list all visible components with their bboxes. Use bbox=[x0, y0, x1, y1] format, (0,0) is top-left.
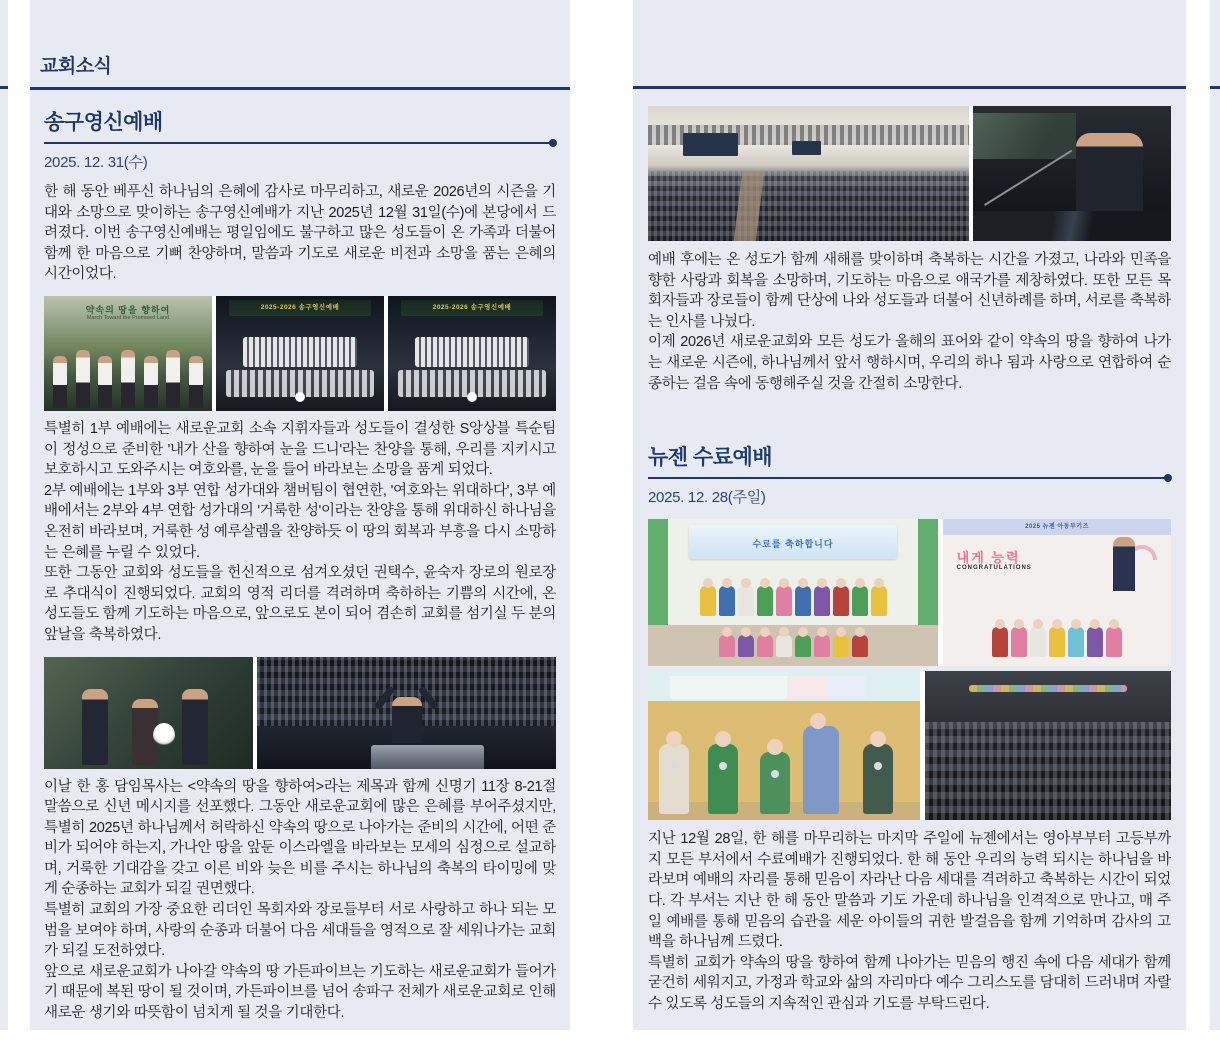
pulpit bbox=[973, 211, 1171, 241]
child-figure bbox=[757, 586, 773, 616]
photo-strip-service bbox=[44, 296, 556, 411]
child-figure bbox=[814, 635, 830, 657]
paragraph: 예배 후에는 온 성도가 함께 새해를 맞이하며 축복하는 시간을 가졌고, 나라와 민족을 향한 사랑과 회복을 소망하며, 기도하는 마음으로 애국가를 제창하였다. 또한 모든 목회자들과 장로들이 함께 단상에 나와 성도들과 더불어 신년하례를 하며, 서로를 축복하는 인사를 나눴다. bbox=[648, 252, 1171, 330]
person-figure bbox=[144, 356, 158, 408]
child-figure bbox=[814, 586, 830, 616]
graduation-banner bbox=[689, 525, 898, 559]
section-rule-edge bbox=[0, 86, 8, 89]
photo-strip-sanctuary bbox=[648, 106, 1171, 241]
left-page bbox=[30, 0, 570, 1030]
adjacent-page-edge-right bbox=[1210, 0, 1220, 1030]
right-page bbox=[633, 0, 1186, 1030]
paragraph: 한 해 동안 베푸신 하나님의 은혜에 감사로 마무리하고, 새로운 2026년의 시즌을 기대와 소망으로 맞이하는 송구영신예배가 지난 2025년 12월 31일(수)에 본당에서 드려졌다. 이번 송구영신예배는 평일임에도 불구하고 많은 성도들이 온 가족과 더불어 함께 한 마음으로 기뻐 찬양하며, 말씀과 기도로 새로운 비전과 소망을 품는 은혜의 시간이었다. bbox=[44, 184, 556, 283]
paragraph: 특별히 교회가 약속의 땅을 향하여 함께 나아가는 믿음의 행진 속에 다음 세대가 함께 굳건히 세워지고, 가정과 학교와 삶의 자리마다 예수 그리스도를 담대히 드러내며 자랄 수 있도록 성도들의 지속적인 관심과 기도를 부탁드린다. bbox=[648, 954, 1171, 1012]
photo-grid-row-2 bbox=[648, 671, 1171, 820]
photo-congregation-bowing bbox=[648, 106, 969, 241]
section-rule bbox=[30, 87, 570, 90]
person-figure bbox=[182, 689, 208, 765]
paragraph: 또한 그동안 교회와 성도들을 헌신적으로 섬겨오셨던 권택수, 윤숙자 장로의 원로장로 추대식이 진행되었다. 교회의 영적 리더를 격려하며 축하하는 기쁨의 시간에, 온 성도들도 함께 기도하는 마음으로, 앞으로도 본이 되어 겸손히 교회를 섬기실 두 분의 앞날을 축복하였다. bbox=[44, 565, 556, 643]
children-row bbox=[948, 627, 1167, 657]
singers-row bbox=[49, 350, 207, 408]
child-figure bbox=[776, 586, 792, 616]
child-figure bbox=[1030, 627, 1046, 657]
photo-pastor-praise bbox=[257, 657, 556, 769]
person-figure bbox=[53, 356, 67, 408]
title-underline bbox=[648, 477, 1171, 479]
person-figure bbox=[121, 350, 135, 408]
child-figure bbox=[1087, 627, 1103, 657]
child-figure bbox=[852, 635, 868, 657]
teacher-figure bbox=[1113, 537, 1135, 591]
person-figure bbox=[76, 350, 90, 408]
child-figure bbox=[863, 744, 893, 814]
banner-subtext: March Toward the Promised Land bbox=[86, 314, 170, 321]
garland-decoration bbox=[969, 685, 1126, 692]
child-figure bbox=[795, 635, 811, 657]
projection-screen bbox=[792, 141, 821, 155]
person-figure bbox=[166, 350, 180, 408]
pulpit bbox=[371, 745, 485, 769]
child-figure bbox=[833, 586, 849, 616]
child-figure bbox=[1049, 627, 1065, 657]
child-figure bbox=[992, 627, 1008, 657]
child-figure bbox=[833, 635, 849, 657]
projection-screen bbox=[683, 133, 738, 156]
banner-text: 약속의 땅을 향하여 bbox=[85, 304, 171, 315]
child-figure bbox=[738, 635, 754, 657]
flower-arrangement bbox=[294, 391, 306, 403]
choir-rows bbox=[243, 337, 357, 367]
child-figure bbox=[757, 635, 773, 657]
child-figure bbox=[795, 586, 811, 616]
paragraph: 특별히 교회의 가장 중요한 리더인 목회자와 장로들부터 서로 사랑하고 하나 되는 모범을 보여야 하며, 사랑의 순종과 더불어 다음 세대들을 영적으로 잘 세워나가는 교회가 되길 도전하였다. bbox=[44, 902, 556, 960]
child-figure bbox=[760, 752, 790, 814]
photo-youth-group bbox=[925, 671, 1171, 820]
section-rule-edge bbox=[1210, 86, 1220, 89]
photo-stage-singers bbox=[44, 296, 212, 411]
banner-text: 2025 뉴젠 아동부키즈 bbox=[943, 519, 1171, 535]
article-date: 2025. 12. 28(주일) bbox=[648, 489, 766, 507]
child-figure bbox=[719, 635, 735, 657]
person-figure bbox=[98, 356, 112, 408]
child-figure bbox=[700, 586, 716, 616]
teacher-figure bbox=[803, 726, 839, 814]
child-figure bbox=[776, 635, 792, 657]
title-underline bbox=[44, 142, 556, 144]
banner-text: 2025-2026 송구영신예배 bbox=[401, 300, 542, 316]
child-figure bbox=[719, 586, 735, 616]
choir-rows bbox=[415, 337, 529, 367]
paragraph: 앞으로 새로운교회가 나아갈 약속의 땅 가든파이브는 기도하는 새로운교회가 들어가기 때문에 복된 땅이 될 것이며, 가든파이브를 넘어 송파구 전체가 새로운교회로 인해 새로운 생기와 따뜻함이 넘치게 될 것을 기대한다. bbox=[44, 963, 556, 1022]
paragraph: 이제 2026년 새로운교회와 모든 성도가 올해의 표어와 같이 약속의 땅을 향하여 나가는 새로운 시즌에, 하나님께서 앞서 행하시며, 우리의 하나 됨과 사랑으로 연합하여 순종하는 걸음 속에 동행해주실 것을 간절히 소망한다. bbox=[648, 334, 1171, 392]
children-row bbox=[654, 586, 932, 616]
child-figure bbox=[852, 586, 868, 616]
photo-kids-banner bbox=[648, 519, 938, 666]
projection-screen bbox=[973, 113, 1076, 159]
photo-choir-second bbox=[388, 296, 556, 411]
person-figure bbox=[392, 697, 422, 743]
person-figure bbox=[82, 689, 108, 765]
flower-arrangement bbox=[466, 391, 478, 403]
photo-choir-wide bbox=[216, 296, 384, 411]
article-date: 2025. 12. 31(수) bbox=[44, 154, 148, 171]
flower-bouquet bbox=[153, 723, 175, 747]
child-figure bbox=[738, 586, 754, 616]
banner-text: 수료를 축하합니다 bbox=[752, 539, 834, 550]
children-row bbox=[654, 635, 932, 657]
article-title-newgen: 뉴젠 수료예배 bbox=[648, 446, 773, 470]
photo-elder-recognition bbox=[44, 657, 253, 769]
child-figure bbox=[659, 744, 689, 814]
section-kicker: 교회소식 bbox=[40, 56, 112, 77]
child-figure bbox=[1106, 627, 1122, 657]
photo-kids-medals bbox=[648, 671, 920, 820]
photo-kids-congratulations bbox=[943, 519, 1171, 666]
photo-strip-ceremony bbox=[44, 657, 556, 769]
adjacent-page-edge-left bbox=[0, 0, 8, 1030]
youth-group-crowd bbox=[925, 722, 1171, 820]
child-figure bbox=[871, 586, 887, 616]
congregation-crowd bbox=[648, 171, 969, 241]
paragraph: 이날 한 홍 담임목사는 <약속의 땅을 향하여>라는 제목과 함께 신명기 11장 8-21절 말씀으로 신년 메시지를 선포했다. 그동안 새로운교회에 많은 은혜를 부어주셨지만, 특별히 2025년 하나님께서 허락하신 약속의 땅으로 나아가는 준비의 시간에, 어떤 준비가 되어야 하는지, 가나안 땅을 앞둔 이스라엘을 바라보는 모세의 심정으로 설교하며, 거룩한 기대감을 갖고 이른 비와 늦은 비를 주시는 하나님의 축복의 타이밍에 맞게 순종하는 교회가 되길 권면했다. bbox=[44, 778, 556, 898]
paragraph: 2부 예배에는 1부와 3부 연합 성가대와 챔버팀이 협연한, '여호와는 위대하다', 3부 예배에서는 2부와 4부 연합 성가대의 '거룩한 성'이라는 찬양을 통해 위대하신 하나님을 온전히 바라보며, 거룩한 성 예루살렘을 찬양하듯 이 땅의 회복과 부흥을 다시 소망하는 은혜를 누릴 수 있었다. bbox=[44, 482, 556, 561]
photo-pastor-pulpit bbox=[973, 106, 1171, 241]
banner-text: 2025-2026 송구영신예배 bbox=[229, 300, 370, 316]
paragraph: 특별히 1부 예배에는 새로운교회 소속 지휘자들과 성도들이 결성한 S앙상블 특순팀이 정성으로 준비한 '내가 산을 향하여 눈을 드니'라는 찬양을 통해, 우리를 지키시고 보호하시고 도와주시는 여호와를, 눈을 들어 바라보는 소망을 품게 되었다. bbox=[44, 420, 556, 479]
paragraph: 지난 12월 28일, 한 해를 마무리하는 마지막 주일에 뉴젠에서는 영아부부터 고등부까지 모든 부서에서 수료예배가 진행되었다. 한 해 동안 우리의 능력 되시는 하나님을 바라보며 예배의 자리를 통해 믿음이 자라난 다음 세대를 격려하고 축복하는 시간이 되었다. 각 부서는 지난 한 해 동안 말씀과 기도 가운데 하나님을 인격적으로 만나고, 매 주일 예배를 통해 믿음의 습관을 세운 아이들의 귀한 발걸음을 함께 기억하며 감사의 고백을 하나님께 드렸다. bbox=[648, 831, 1171, 951]
child-figure bbox=[1011, 627, 1027, 657]
article-title-songguyeongsin: 송구영신예배 bbox=[44, 111, 163, 134]
photo-grid-row-1 bbox=[648, 519, 1171, 666]
projection-screen bbox=[670, 676, 866, 700]
backdrop-text: CONGRATULATIONS bbox=[956, 565, 1032, 572]
child-figure bbox=[708, 744, 738, 814]
section-rule bbox=[633, 86, 1186, 89]
backdrop-text: 내게 능력 bbox=[956, 550, 1021, 566]
person-figure bbox=[1076, 133, 1143, 211]
person-figure bbox=[189, 356, 203, 408]
child-figure bbox=[1068, 627, 1084, 657]
